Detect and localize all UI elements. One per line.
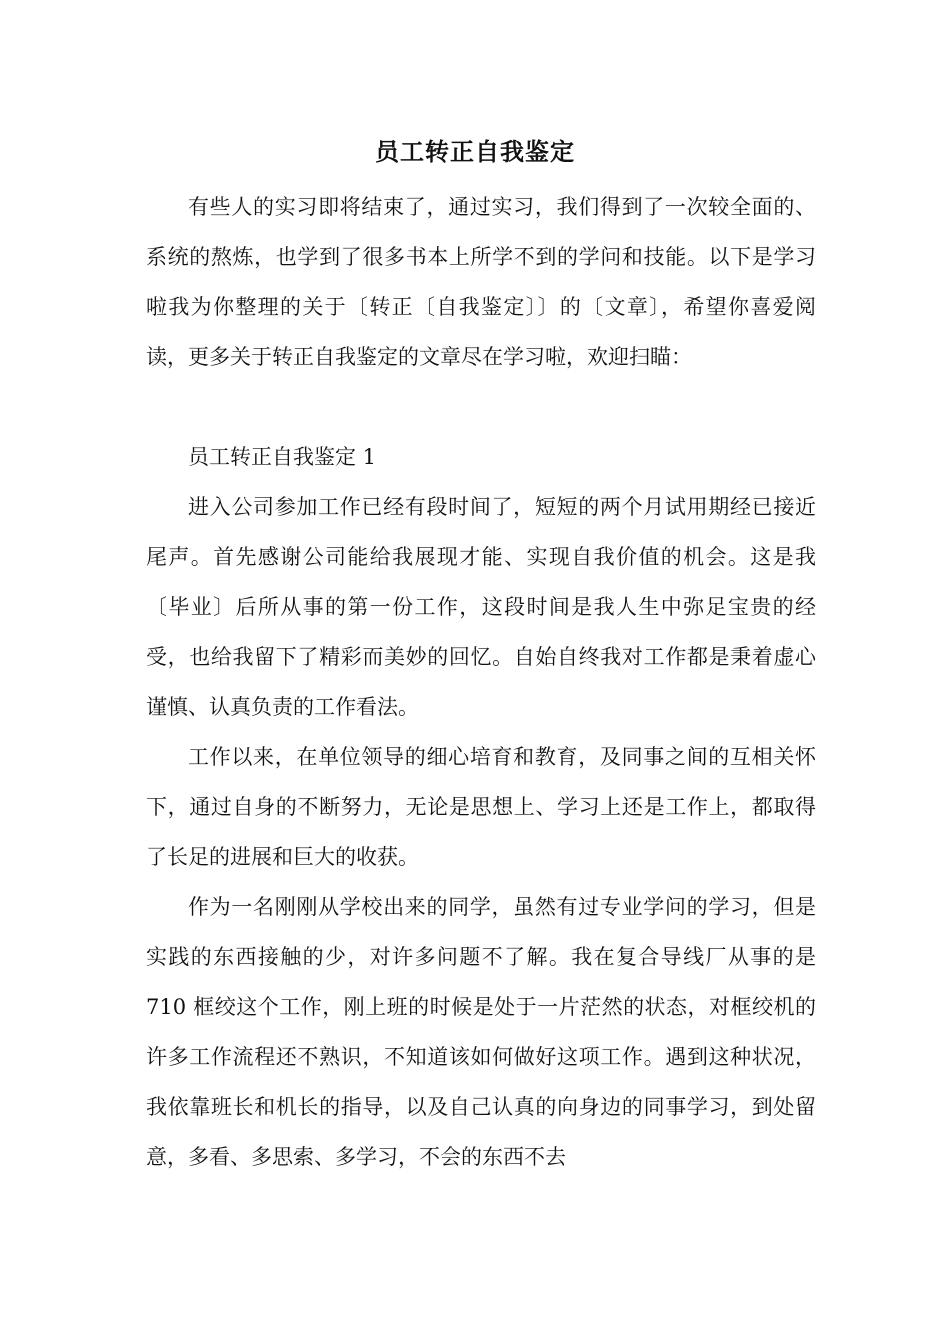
- blank-line: [146, 382, 816, 432]
- intro-paragraph: 有些人的实习即将结束了，通过实习，我们得到了一次较全面的、系统的熬炼，也学到了很多书本上所学不到的学问和技能。以下是学习啦我为你整理的关于〔转正〔自我鉴定〕〕的〔文章〕，希望你喜爱阅读，更多关于转正自我鉴定的文章尽在学习啦，欢迎扫瞄：: [146, 195, 816, 369]
- body-paragraph-3: 作为一名刚刚从学校出来的同学，虽然有过专业学问的学习，但是实践的东西接触的少，对许多问题不了解。我在复合导线厂从事的是 710 框绞这个工作，刚上班的时候是处于一片茫然的状态，对框绞机的许多工作流程还不熟识，不知道该如何做好这项工作。遇到这种状况，我依靠班长和机长的指导，以及自己认真的向身边的同事学习，到处留意，多看、多思索、多学习，不会的东西不去: [146, 895, 816, 1169]
- body-paragraph-1: 进入公司参加工作已经有段时间了，短短的两个月试用期经已接近尾声。首先感谢公司能给我展现才能、实现自我价值的机会。这是我〔毕业〕后所从事的第一份工作，这段时间是我人生中弥足宝贵的经受，也给我留下了精彩而美妙的回忆。自始自终我对工作都是秉着虚心谨慎、认真负责的工作看法。: [146, 495, 816, 719]
- section-heading: 员工转正自我鉴定 1: [188, 445, 377, 469]
- body-paragraph-2: 工作以来，在单位领导的细心培育和教育，及同事之间的互相关怀下，通过自身的不断努力，无论是思想上、学习上还是工作上，都取得了长足的进展和巨大的收获。: [146, 745, 816, 869]
- document-body: [146, 182, 816, 1182]
- document-title: 员工转正自我鉴定: [375, 137, 575, 166]
